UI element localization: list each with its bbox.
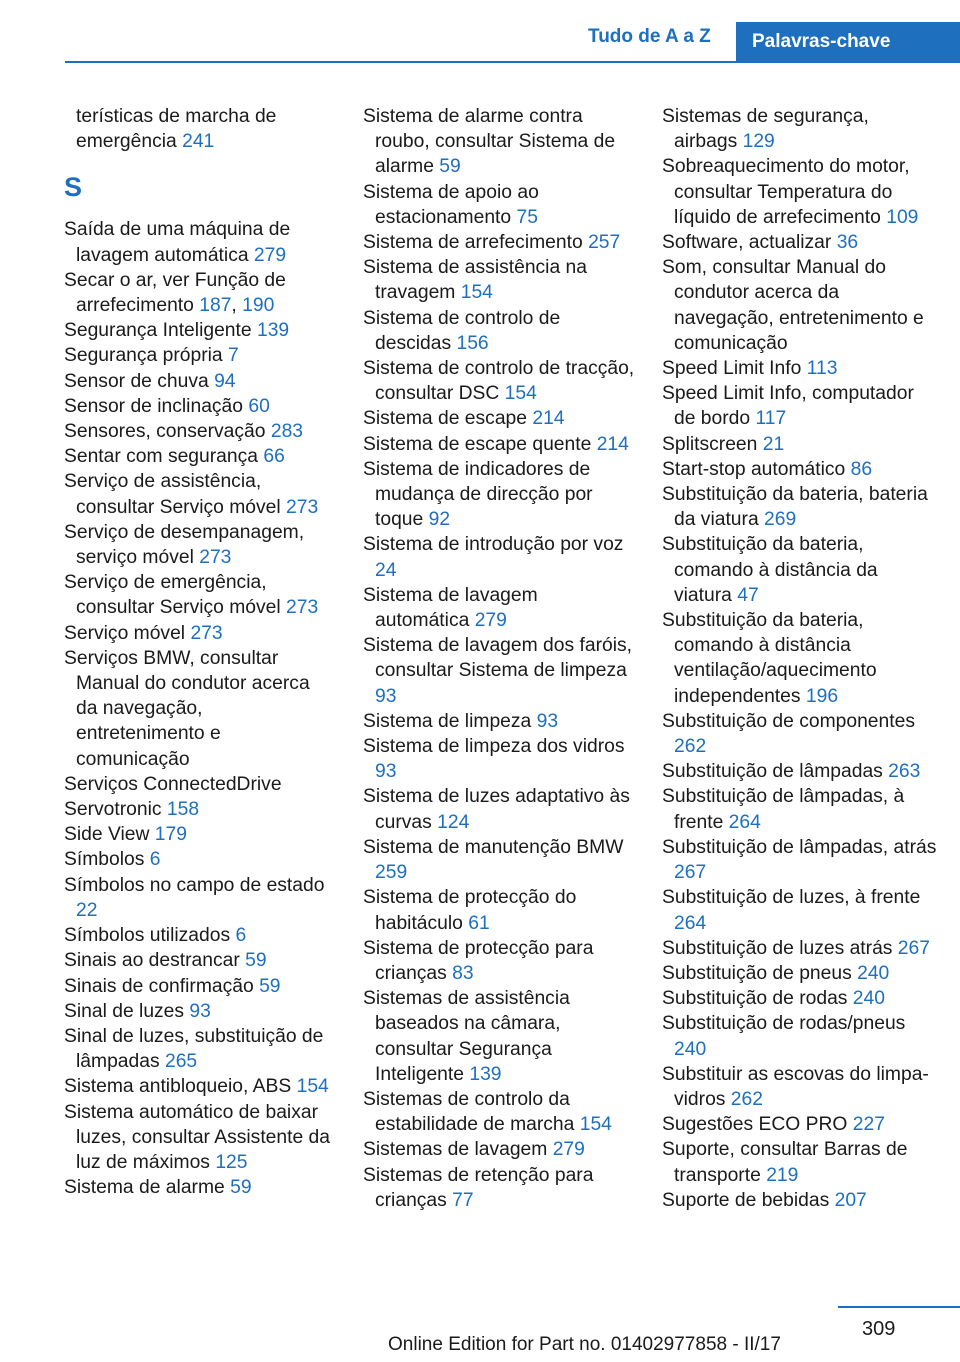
page-reference-link[interactable]: 263: [888, 761, 921, 783]
page-reference-link[interactable]: 24: [375, 559, 397, 581]
index-term: Sistema de manutenção BMW: [363, 836, 624, 858]
index-term: Sistemas de lavagem: [363, 1139, 548, 1161]
page-reference-link[interactable]: 59: [439, 156, 461, 178]
page-reference-link[interactable]: 60: [248, 395, 270, 417]
index-term: Sistemas de assistência baseados na câmara, consultar Segurança Inteligente: [363, 988, 570, 1085]
index-term: Sistema de limpeza: [363, 710, 532, 732]
page-reference-link[interactable]: 262: [674, 736, 707, 758]
index-term: Sistema de introdução por voz: [363, 534, 624, 556]
index-term: Serviços BMW, consultar Manual do condutor acerca da navegação, entretenimento e comunicação: [64, 647, 310, 770]
index-entry: [363, 835, 635, 885]
page-reference-link[interactable]: 61: [468, 912, 490, 934]
page-reference-link[interactable]: 214: [532, 408, 565, 430]
index-entry: [662, 154, 937, 230]
index-term: Sistema de assistência na travagem: [363, 257, 587, 304]
index-term: Sensores, conservação: [64, 421, 266, 443]
index-term: Sistema automático de baixar luzes, consultar Assistente da luz de máximos: [64, 1101, 331, 1173]
index-term: Símbolos no campo de estado: [64, 874, 325, 896]
index-entry: [64, 1074, 336, 1099]
page-reference-link[interactable]: 267: [897, 937, 930, 959]
index-entry: [64, 217, 336, 267]
index-term: Sistema de indicadores de mudança de direcção por toque: [363, 458, 593, 531]
index-entry: [64, 318, 336, 343]
index-term: Speed Limit Info, computador de bordo: [662, 383, 914, 430]
index-term: Sistemas de retenção para crianças: [363, 1164, 594, 1211]
index-term: Servotronic: [64, 799, 162, 821]
index-entry: [662, 784, 937, 834]
index-entry: [363, 532, 635, 582]
index-entry: [363, 936, 635, 986]
index-term: Substituição de componentes: [662, 710, 915, 732]
index-entry: [363, 356, 635, 406]
index-entry: [64, 469, 336, 519]
index-entry: [662, 835, 937, 885]
index-entry: [64, 1100, 336, 1176]
index-entry: [64, 369, 336, 394]
page-reference-link[interactable]: 240: [674, 1038, 707, 1060]
index-term: Suporte de bebidas: [662, 1189, 830, 1211]
index-term: Sistema de escape quente: [363, 433, 592, 455]
page-reference-link[interactable]: 154: [296, 1076, 329, 1098]
page-reference-link[interactable]: 187: [199, 295, 232, 317]
index-term: Sistema de limpeza dos vidros: [363, 736, 625, 758]
page-reference-link[interactable]: 59: [245, 950, 267, 972]
index-term: Software, actualizar: [662, 232, 832, 254]
index-term: Substituição de rodas: [662, 988, 848, 1010]
page-reference-link[interactable]: 93: [189, 1000, 211, 1022]
index-term: Sistema de arrefecimento: [363, 232, 583, 254]
page-reference-link[interactable]: 113: [806, 358, 838, 380]
index-entry: [662, 885, 937, 935]
index-entry: [662, 759, 937, 784]
page-reference-link[interactable]: 267: [674, 862, 707, 884]
index-entry: [64, 873, 336, 923]
page-number: 309: [862, 1318, 896, 1340]
index-entry: Secar o ar, ver Função de arrefecimento 187, 190: [64, 269, 286, 317]
index-entry: [363, 1087, 635, 1137]
index-entry: [64, 419, 336, 444]
index-entry: [64, 948, 336, 973]
page-reference-link[interactable]: 66: [263, 446, 285, 468]
page-reference-link[interactable]: 92: [428, 509, 451, 531]
page-reference-link[interactable]: 83: [452, 962, 474, 984]
page-reference-link[interactable]: 6: [149, 849, 161, 871]
index-entry: [64, 1024, 336, 1074]
index-entry: [64, 1175, 336, 1200]
section-tab[interactable]: Tudo de A a Z: [588, 26, 711, 47]
index-term: Sistemas de controlo da estabilidade de marcha: [363, 1088, 575, 1136]
index-entry: [64, 847, 336, 872]
index-entry: [64, 570, 336, 620]
page-reference-link[interactable]: 154: [460, 282, 493, 304]
index-entry: [363, 784, 635, 834]
index-entry: [662, 961, 937, 986]
page-reference-link[interactable]: 22: [76, 899, 98, 921]
index-entry: [662, 532, 937, 608]
index-entry: [662, 255, 937, 356]
index-entry: [662, 608, 937, 709]
index-entry: [64, 974, 336, 999]
index-entry: [662, 482, 937, 532]
page-reference-link[interactable]: 262: [730, 1088, 763, 1110]
index-entry: [662, 1112, 937, 1137]
index-term: Saída de uma máquina de lavagem automática: [64, 219, 291, 266]
index-entry: [363, 583, 635, 633]
index-entry: [64, 797, 336, 822]
page-reference-link[interactable]: 154: [579, 1114, 612, 1136]
page-reference-link[interactable]: 257: [588, 232, 621, 254]
page-reference-link[interactable]: 240: [857, 962, 890, 984]
index-term: Substituição de luzes, à frente: [662, 887, 921, 909]
page-reference-link[interactable]: 158: [166, 799, 200, 821]
index-term: Substituição de luzes atrás: [662, 937, 893, 959]
index-term: Substituição de lâmpadas, atrás: [662, 836, 937, 858]
index-term: Serviço de desempanagem, serviço móvel: [64, 521, 305, 569]
index-entry: [64, 343, 336, 368]
index-term: Símbolos: [64, 849, 145, 871]
index-term: Sinal de luzes: [64, 1000, 185, 1022]
page-reference-link[interactable]: 21: [762, 433, 785, 455]
page-reference-link[interactable]: 227: [852, 1114, 885, 1136]
index-term: Speed Limit Info: [662, 358, 802, 380]
footer-rule: [838, 1306, 960, 1308]
index-term: Segurança Inteligente: [64, 320, 252, 342]
index-term: Sistema de controlo de tracção, consultar DSC: [363, 358, 635, 405]
index-entry: [662, 1137, 937, 1187]
index-term: Serviços ConnectedDrive: [64, 773, 282, 795]
page-reference-link[interactable]: 196: [805, 685, 839, 707]
index-term: Suporte, consultar Barras de transporte: [662, 1139, 908, 1186]
index-entry: [662, 432, 937, 457]
index-term: Sensor de inclinação: [64, 395, 244, 417]
page-reference-link[interactable]: 273: [286, 597, 319, 619]
page-reference-link[interactable]: 75: [516, 206, 538, 228]
index-entry: [662, 1062, 937, 1112]
page-reference-link[interactable]: 207: [834, 1189, 867, 1211]
page-reference-link[interactable]: 59: [259, 975, 281, 997]
page-reference-link[interactable]: 93: [375, 761, 397, 783]
index-term: Serviço de assistência, consultar Serviço móvel: [64, 471, 281, 518]
index-term: Side View: [64, 824, 150, 846]
page-reference-link[interactable]: 264: [674, 912, 707, 934]
page-reference-link[interactable]: 124: [437, 811, 470, 833]
index-term: Sinais ao destrancar: [64, 950, 240, 972]
index-entry: [363, 230, 635, 255]
page-reference-link[interactable]: 259: [375, 862, 408, 884]
index-entry: [363, 255, 635, 305]
page-reference-link[interactable]: 273: [190, 622, 223, 644]
index-entry: [662, 936, 937, 961]
index-entry: [363, 432, 635, 457]
index-entry: [662, 104, 937, 154]
page-reference-link[interactable]: 273: [199, 547, 232, 569]
page-reference-link[interactable]: 219: [766, 1164, 799, 1186]
index-entry: [64, 822, 336, 847]
index-entry: [64, 520, 336, 570]
page-reference-link[interactable]: 86: [850, 458, 873, 480]
index-term: Sistema de protecção para crianças: [363, 937, 594, 984]
index-entry: [363, 406, 635, 431]
index-entry: [363, 885, 635, 935]
index-term: Substituição da bateria, comando à distância ventilação/aquecimento independentes: [662, 610, 877, 707]
page-reference-link[interactable]: 139: [256, 320, 290, 342]
index-entry: [363, 1163, 635, 1213]
index-column-1: [64, 104, 336, 1200]
index-column-2: [363, 104, 635, 1213]
index-term: Sistema de apoio ao estacionamento: [363, 181, 539, 228]
index-entry: [363, 709, 635, 734]
index-entry: [64, 444, 336, 469]
page-reference-link[interactable]: 36: [836, 232, 859, 254]
page-reference-link[interactable]: 214: [596, 433, 629, 455]
page-reference-link[interactable]: 279: [474, 610, 507, 632]
index-term: Splitscreen: [662, 433, 758, 455]
index-term: Substituição de lâmpadas: [662, 761, 883, 783]
index-entry: [64, 923, 336, 948]
index-term: Substituição de pneus: [662, 962, 852, 984]
page-reference-link[interactable]: 77: [452, 1189, 474, 1211]
index-term: Sistema antibloqueio, ABS: [64, 1076, 292, 1098]
index-entry: [363, 1137, 635, 1162]
page-reference-link[interactable]: 273: [286, 496, 319, 518]
index-entry: [662, 457, 937, 482]
page-reference-link[interactable]: 59: [230, 1177, 252, 1199]
page-reference-link[interactable]: 241: [182, 131, 215, 153]
index-entry: [662, 356, 937, 381]
index-entry: [64, 621, 336, 646]
index-term: Sensor de chuva: [64, 370, 209, 392]
page-reference-link[interactable]: 154: [504, 383, 537, 405]
index-term: Start-stop automático: [662, 458, 846, 480]
index-entry: [363, 306, 635, 356]
index-term: terísticas de marcha de emergência: [76, 106, 277, 153]
page-reference-link[interactable]: 269: [764, 509, 797, 531]
index-term: Serviço móvel: [64, 622, 186, 644]
index-term: Substituição de lâmpadas, à frente: [662, 786, 905, 833]
index-term: Substituição de rodas/pneus: [662, 1013, 906, 1035]
index-term: Segurança própria: [64, 345, 223, 367]
page-reference-link[interactable]: 7: [228, 345, 239, 367]
index-entry: [64, 394, 336, 419]
index-term: Sobreaquecimento do motor, consultar Temperatura do líquido de arrefecimento: [662, 156, 910, 228]
index-term: Sistema de lavagem automática: [363, 584, 538, 632]
index-term: Substituir as escovas do limpa-vidros: [662, 1063, 929, 1110]
index-term: Sistema de lavagem dos faróis, consultar Sistema de limpeza: [363, 635, 632, 682]
page-reference-link[interactable]: 125: [215, 1151, 248, 1173]
index-entry: [363, 180, 635, 230]
page-reference-link[interactable]: 117: [755, 408, 787, 430]
page-reference-link[interactable]: 240: [852, 988, 885, 1010]
page-reference-link[interactable]: 283: [270, 421, 304, 443]
page-reference-link[interactable]: 190: [242, 295, 275, 317]
chapter-tab[interactable]: Palavras-chave: [736, 22, 960, 62]
index-term: Substituição da bateria, bateria da viatura: [662, 484, 928, 531]
index-letter-heading: S: [64, 172, 83, 203]
page-reference-link[interactable]: 93: [375, 685, 397, 707]
index-entry: [662, 1011, 937, 1061]
index-entry: [64, 104, 336, 154]
page-reference-link[interactable]: 279: [253, 244, 287, 266]
index-term: Sugestões ECO PRO: [662, 1114, 848, 1136]
index-entry: [662, 230, 937, 255]
index-term: Sistema de alarme contra roubo, consultar Sistema de alarme: [363, 106, 616, 178]
index-entry: [662, 381, 937, 431]
index-term: Secar o ar, ver Função de arrefecimento: [64, 269, 286, 317]
page-reference-link[interactable]: 109: [886, 206, 919, 228]
index-term: Sinais de confirmação: [64, 975, 254, 997]
index-term: Símbolos utilizados: [64, 925, 231, 947]
index-term: Sistema de protecção do habitáculo: [363, 887, 577, 934]
index-entry: [363, 457, 635, 533]
page-reference-link[interactable]: 265: [164, 1051, 198, 1073]
index-term: Som, consultar Manual do condutor acerca da navegação, entretenimento e comunicação: [662, 257, 924, 354]
index-term: Sistema de controlo de descidas: [363, 307, 561, 354]
index-entry: [64, 772, 336, 797]
page-reference-link[interactable]: 156: [456, 332, 489, 354]
page-reference-link[interactable]: 94: [214, 370, 236, 392]
index-entry: [662, 1188, 937, 1213]
page-reference-link[interactable]: 47: [737, 584, 759, 606]
index-entry: [64, 646, 336, 772]
index-term: Sistemas de segurança, airbags: [662, 106, 869, 153]
index-term: Serviço de emergência, consultar Serviço móvel: [64, 572, 281, 619]
index-column-3: [662, 104, 937, 1213]
index-entry: [662, 709, 937, 759]
index-entry: [363, 104, 635, 180]
index-term: Sistema de luzes adaptativo às curvas: [363, 786, 630, 833]
index-term: Substituição da bateria, comando à distância da viatura: [662, 534, 878, 606]
index-term: Sistema de alarme: [64, 1177, 225, 1199]
index-term: Sinal de luzes, substituição de lâmpadas: [64, 1025, 324, 1073]
index-entry: [64, 999, 336, 1024]
edition-note: Online Edition for Part no. 01402977858 - II/17: [388, 1334, 781, 1355]
index-term: Sistema de escape: [363, 408, 527, 430]
page-reference-link[interactable]: 179: [154, 824, 187, 846]
page-reference-link[interactable]: 129: [742, 131, 775, 153]
index-entry: [363, 986, 635, 1087]
page-reference-link[interactable]: 6: [235, 925, 247, 947]
page-reference-link[interactable]: 264: [728, 811, 761, 833]
page-reference-link[interactable]: 279: [552, 1139, 585, 1161]
index-term: Sentar com segurança: [64, 446, 258, 468]
index-entry: [363, 633, 635, 709]
index-entry: [662, 986, 937, 1011]
index-entry: [363, 734, 635, 784]
page-reference-link[interactable]: 93: [536, 710, 559, 732]
page-reference-link[interactable]: 139: [469, 1063, 502, 1085]
